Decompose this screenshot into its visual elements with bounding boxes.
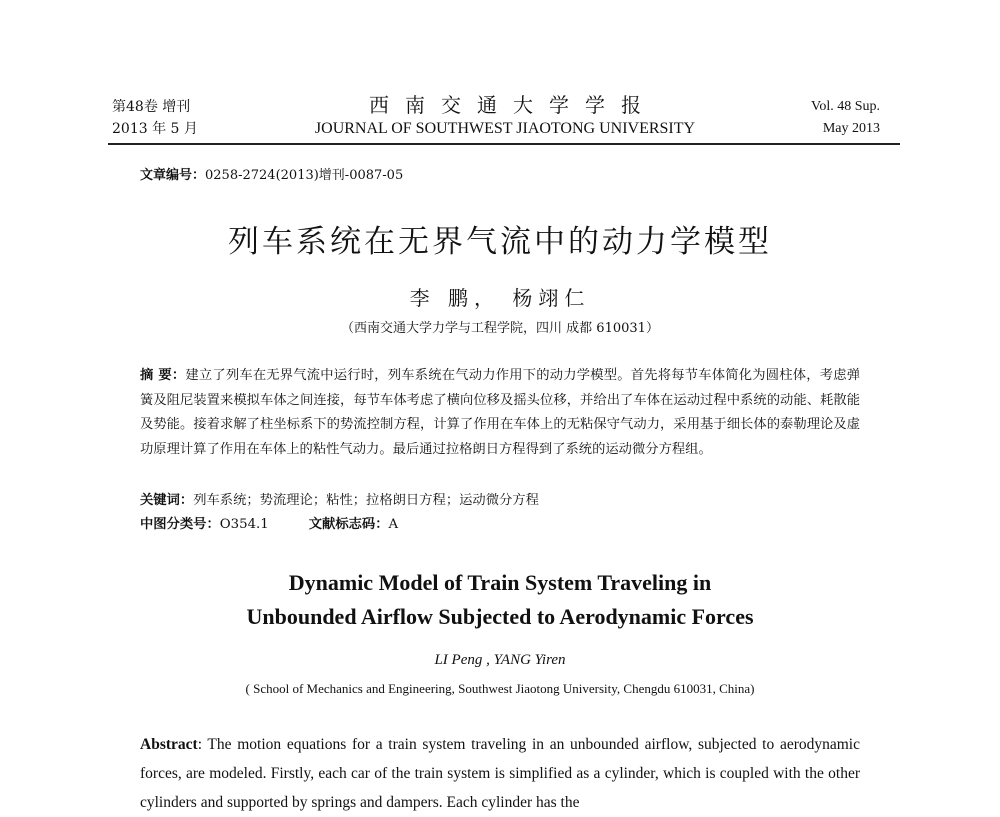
abstract-en — [140, 730, 860, 817]
affiliation-en: ( School of Mechanics and Engineering, Southwest Jiaotong University, Chengdu 610031, China) — [245, 681, 755, 696]
abstract-cn-label: 摘 要： — [140, 368, 186, 383]
classification-label: 中图分类号： — [140, 517, 220, 532]
keywords-cn — [140, 489, 539, 513]
title-cn: 列车系统在无界气流中的动力学模型 — [228, 224, 772, 260]
classification-value: O354.1 — [219, 517, 269, 532]
abstract-cn-text: 建立了列车在无界气流中运行时，列车系统在气动力作用下的动力学模型。首先将每节车体简化为圆柱体，考虑弹簧及阻尼装置来模拟车体之间连接，每节车体考虑了横向位移及摇头位移，并给出了车体在运动过程中系统的动能、耗散能及势能。接着求解了柱坐标系下的势流控制方程，计算了作用在车体上的无粘保守气动力，采用基于细长体的泰勒理论及虚功原理计算了作用在车体上的粘性气动力。最后通过拉格朗日方程得到了系统的运动微分方程组。 — [140, 368, 860, 457]
title-en — [0, 566, 1000, 634]
header-date-en: May 2013 — [822, 121, 880, 136]
header-volume-en-block — [811, 96, 880, 140]
journal-masthead — [300, 92, 710, 140]
article-id-label: 文章编号： — [140, 168, 206, 183]
abstract-cn — [140, 364, 860, 462]
authors-cn: 李 鹏， 杨翊仁 — [409, 286, 591, 310]
article-id — [140, 164, 403, 183]
abstract-en-label: Abstract — [140, 736, 198, 753]
title-en-line1: Dynamic Model of Train System Traveling in — [288, 570, 712, 595]
affiliation-cn: （西南交通大学力学与工程学院，四川 成都 610031） — [341, 321, 659, 336]
header-rule — [108, 143, 900, 145]
article-id-value: 0258-2724(2013)增刊-0087-05 — [205, 168, 404, 183]
abstract-en-text: The motion equations for a train system traveling in an unbounded airflow, subjected to aerodynamic forces, are modeled. Firstly, each car of the train system is simplified as a cylinder, which is coupled with the other cylinders and supported by springs and dampers. Each cylinder has the — [140, 736, 860, 811]
keywords-cn-label: 关键词： — [140, 493, 194, 508]
header-date-cn: 2013 年 5 月 — [112, 121, 198, 137]
classification-cn — [140, 513, 398, 537]
authors-en: LI Peng , YANG Yiren — [434, 652, 566, 668]
doc-code-label: 文献标志码： — [308, 517, 389, 532]
abstract-en-separator: : — [197, 736, 208, 753]
title-en-line2: Unbounded Airflow Subjected to Aerodynamic Forces — [246, 604, 754, 629]
doc-code-value: A — [388, 517, 399, 532]
keywords-cn-text: 列车系统；势流理论；粘性；拉格朗日方程；运动微分方程 — [193, 493, 539, 508]
header-volume-cn: 第48卷 增刊 — [112, 99, 191, 115]
header-volume-en: Vol. 48 Sup. — [811, 99, 880, 114]
journal-name-cn: 西南交通大学学报 — [369, 93, 657, 117]
header-volume-block — [112, 96, 198, 140]
journal-name-en: JOURNAL OF SOUTHWEST JIAOTONG UNIVERSITY — [314, 120, 696, 137]
